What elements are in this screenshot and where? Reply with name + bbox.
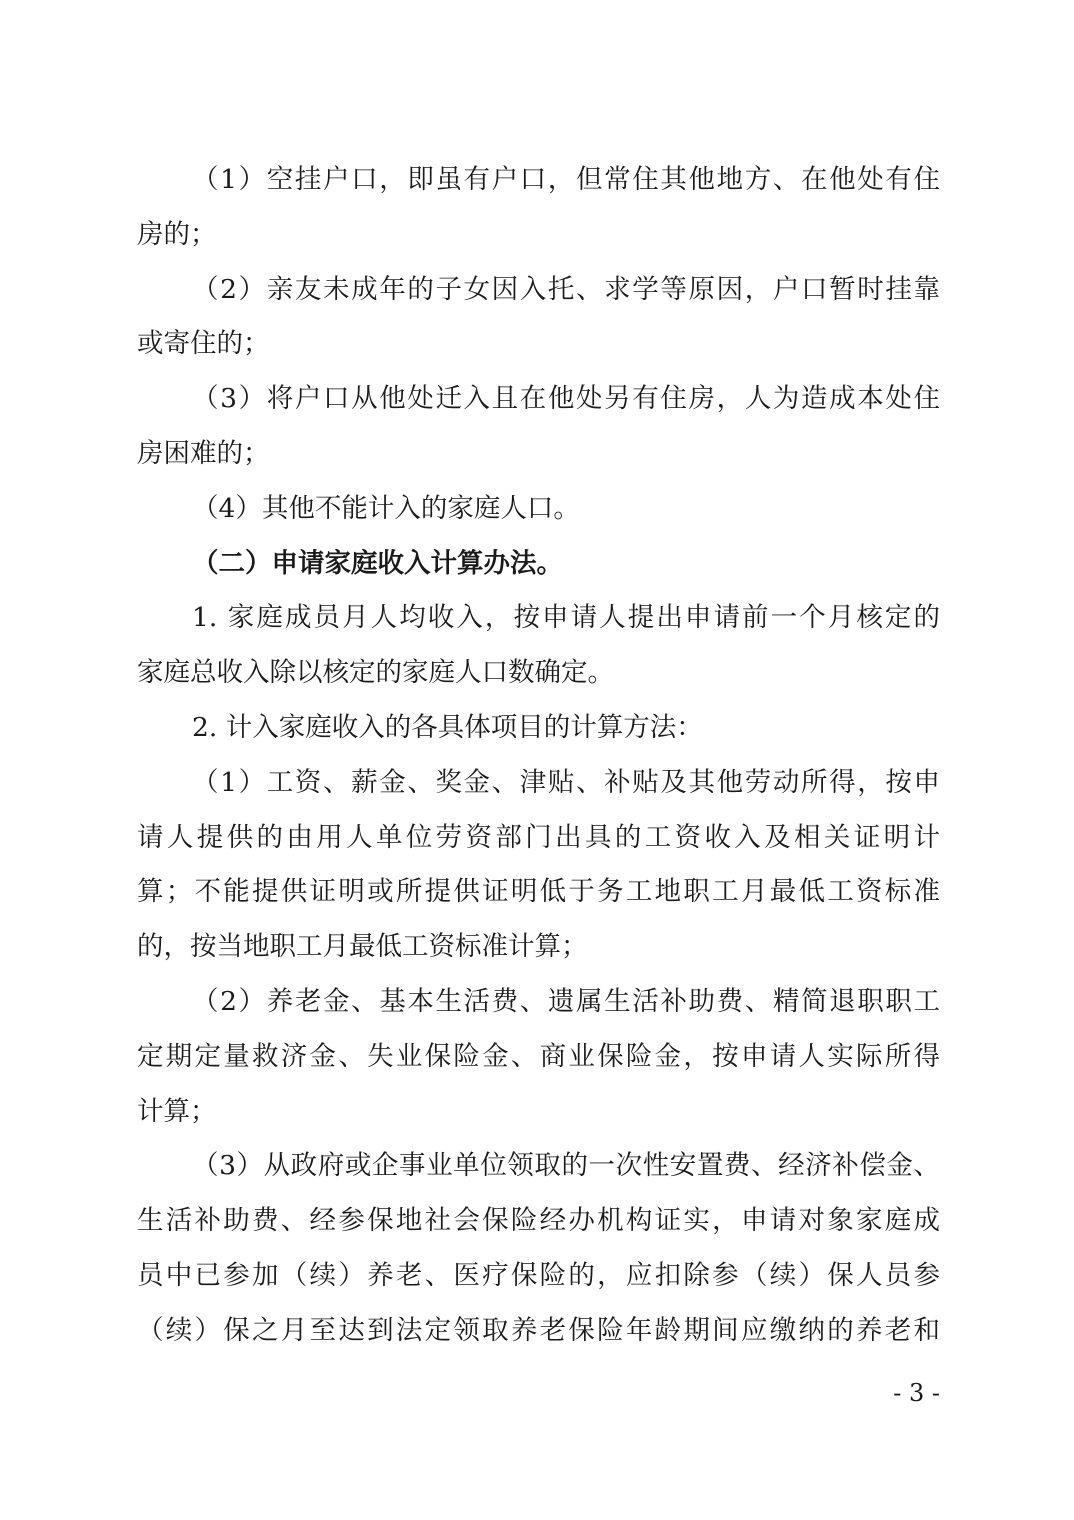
text-line: 员中已参加（续）养老、医疗保险的，应扣除参（续）保人员参 xyxy=(137,1260,940,1291)
text-line: （3）将户口从他处迁入且在他处另有住房，人为造成本处住 xyxy=(192,383,940,415)
section-heading: （二）申请家庭收入计算办法。 xyxy=(192,547,563,579)
text-line: 2. 计入家庭收入的各具体项目的计算方法： xyxy=(192,712,703,743)
page-number: - 3 - xyxy=(893,1379,940,1407)
text-line: 家庭总收入除以核定的家庭人口数确定。 xyxy=(137,657,614,689)
text-line: 房的； xyxy=(137,218,217,250)
text-line: 计算； xyxy=(137,1095,217,1127)
text-line: 生活补助费、经参保地社会保险经办机构证实，申请对象家庭成 xyxy=(137,1205,940,1237)
text-line: （1）工资、薪金、奖金、津贴、补贴及其他劳动所得，按申 xyxy=(192,766,940,798)
text-line: 的，按当地职工月最低工资标准计算； xyxy=(137,931,588,963)
text-line: 定期定量救济金、失业保险金、商业保险金，按申请人实际所得 xyxy=(137,1040,940,1072)
text-line: 1. 家庭成员月人均收入，按申请人提出申请前一个月核定的 xyxy=(192,602,940,634)
text-line: （2）亲友未成年的子女因入托、求学等原因，户口暂时挂靠 xyxy=(192,273,940,305)
text-line: 算；不能提供证明或所提供证明低于务工地职工月最低工资标准 xyxy=(137,876,940,908)
text-line: （3）从政府或企事业单位领取的一次性安置费、经济补偿金、 xyxy=(192,1150,940,1182)
text-line: 或寄住的； xyxy=(137,328,270,360)
text-line: 请人提供的由用人单位劳资部门出具的工资收入及相关证明计 xyxy=(137,821,940,853)
text-line: （4）其他不能计入的家庭人口。 xyxy=(192,492,580,524)
text-line: （2）养老金、基本生活费、遗属生活补助费、精简退职职工 xyxy=(192,986,940,1017)
text-line: （续）保之月至达到法定领取养老保险年龄期间应缴纳的养老和 xyxy=(137,1314,940,1346)
text-line: （1）空挂户口，即虽有户口，但常住其他地方、在他处有住 xyxy=(192,164,940,195)
text-line: 房困难的； xyxy=(137,438,270,469)
